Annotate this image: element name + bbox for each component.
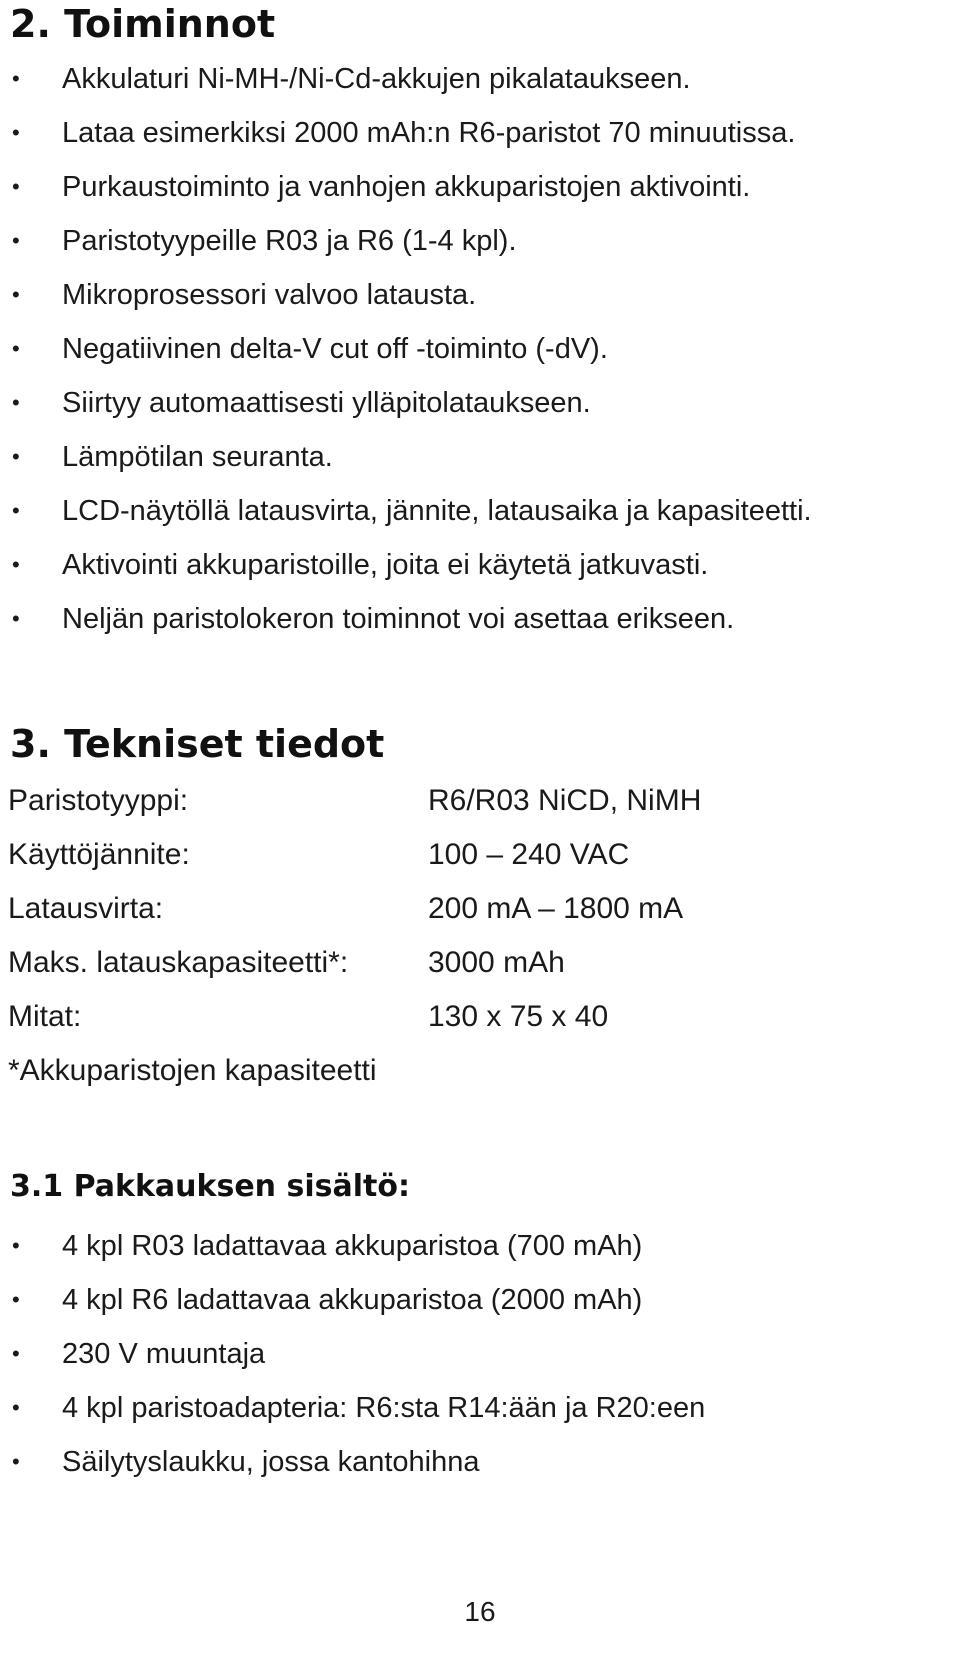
bullet-icon: • [12, 228, 20, 253]
bullet-icon: • [12, 282, 20, 307]
page-number: 16 [464, 1596, 496, 1627]
section-heading-pakkauksen-sisalto: 3.1 Pakkauksen sisältö: [10, 1169, 410, 1204]
footnote: *Akkuparistojen kapasiteetti [8, 1054, 377, 1087]
bullet-icon: • [12, 1233, 20, 1258]
bullet-icon: • [12, 552, 20, 577]
spec-value: 200 mA – 1800 mA [428, 892, 684, 925]
bullet-icon: • [12, 1341, 20, 1366]
spec-label: Paristotyyppi: [8, 784, 189, 817]
bullet-icon: • [12, 1449, 20, 1474]
section-heading-tekniset-tiedot: 3. Tekniset tiedot [10, 722, 385, 766]
spec-value: 130 x 75 x 40 [428, 1000, 609, 1033]
bullet-icon: • [12, 606, 20, 631]
spec-row [8, 990, 808, 1044]
bullet-icon: • [12, 336, 20, 361]
spec-value: 3000 mAh [428, 946, 565, 979]
spec-label: Latausvirta: [8, 892, 164, 925]
spec-label: Käyttöjännite: [8, 838, 190, 871]
bullet-icon: • [12, 498, 20, 523]
bullet-icon: • [12, 390, 20, 415]
bullet-icon: • [12, 66, 20, 91]
spec-value: R6/R03 NiCD, NiMH [428, 784, 702, 817]
specs-table [8, 774, 808, 1044]
bullet-icon: • [12, 444, 20, 469]
spec-value: 100 – 240 VAC [428, 838, 630, 871]
spec-row [8, 936, 808, 990]
spec-row [8, 828, 808, 882]
section-heading-toiminnot: 2. Toiminnot [10, 2, 276, 46]
spec-row [8, 774, 808, 828]
spec-label: Maks. latauskapasiteetti*: [8, 946, 349, 979]
spec-row [8, 882, 808, 936]
bullet-icon: • [12, 1395, 20, 1420]
spec-label: Mitat: [8, 1000, 82, 1033]
bullet-icon: • [12, 174, 20, 199]
bullet-icon: • [12, 120, 20, 145]
bullet-icon: • [12, 1287, 20, 1312]
